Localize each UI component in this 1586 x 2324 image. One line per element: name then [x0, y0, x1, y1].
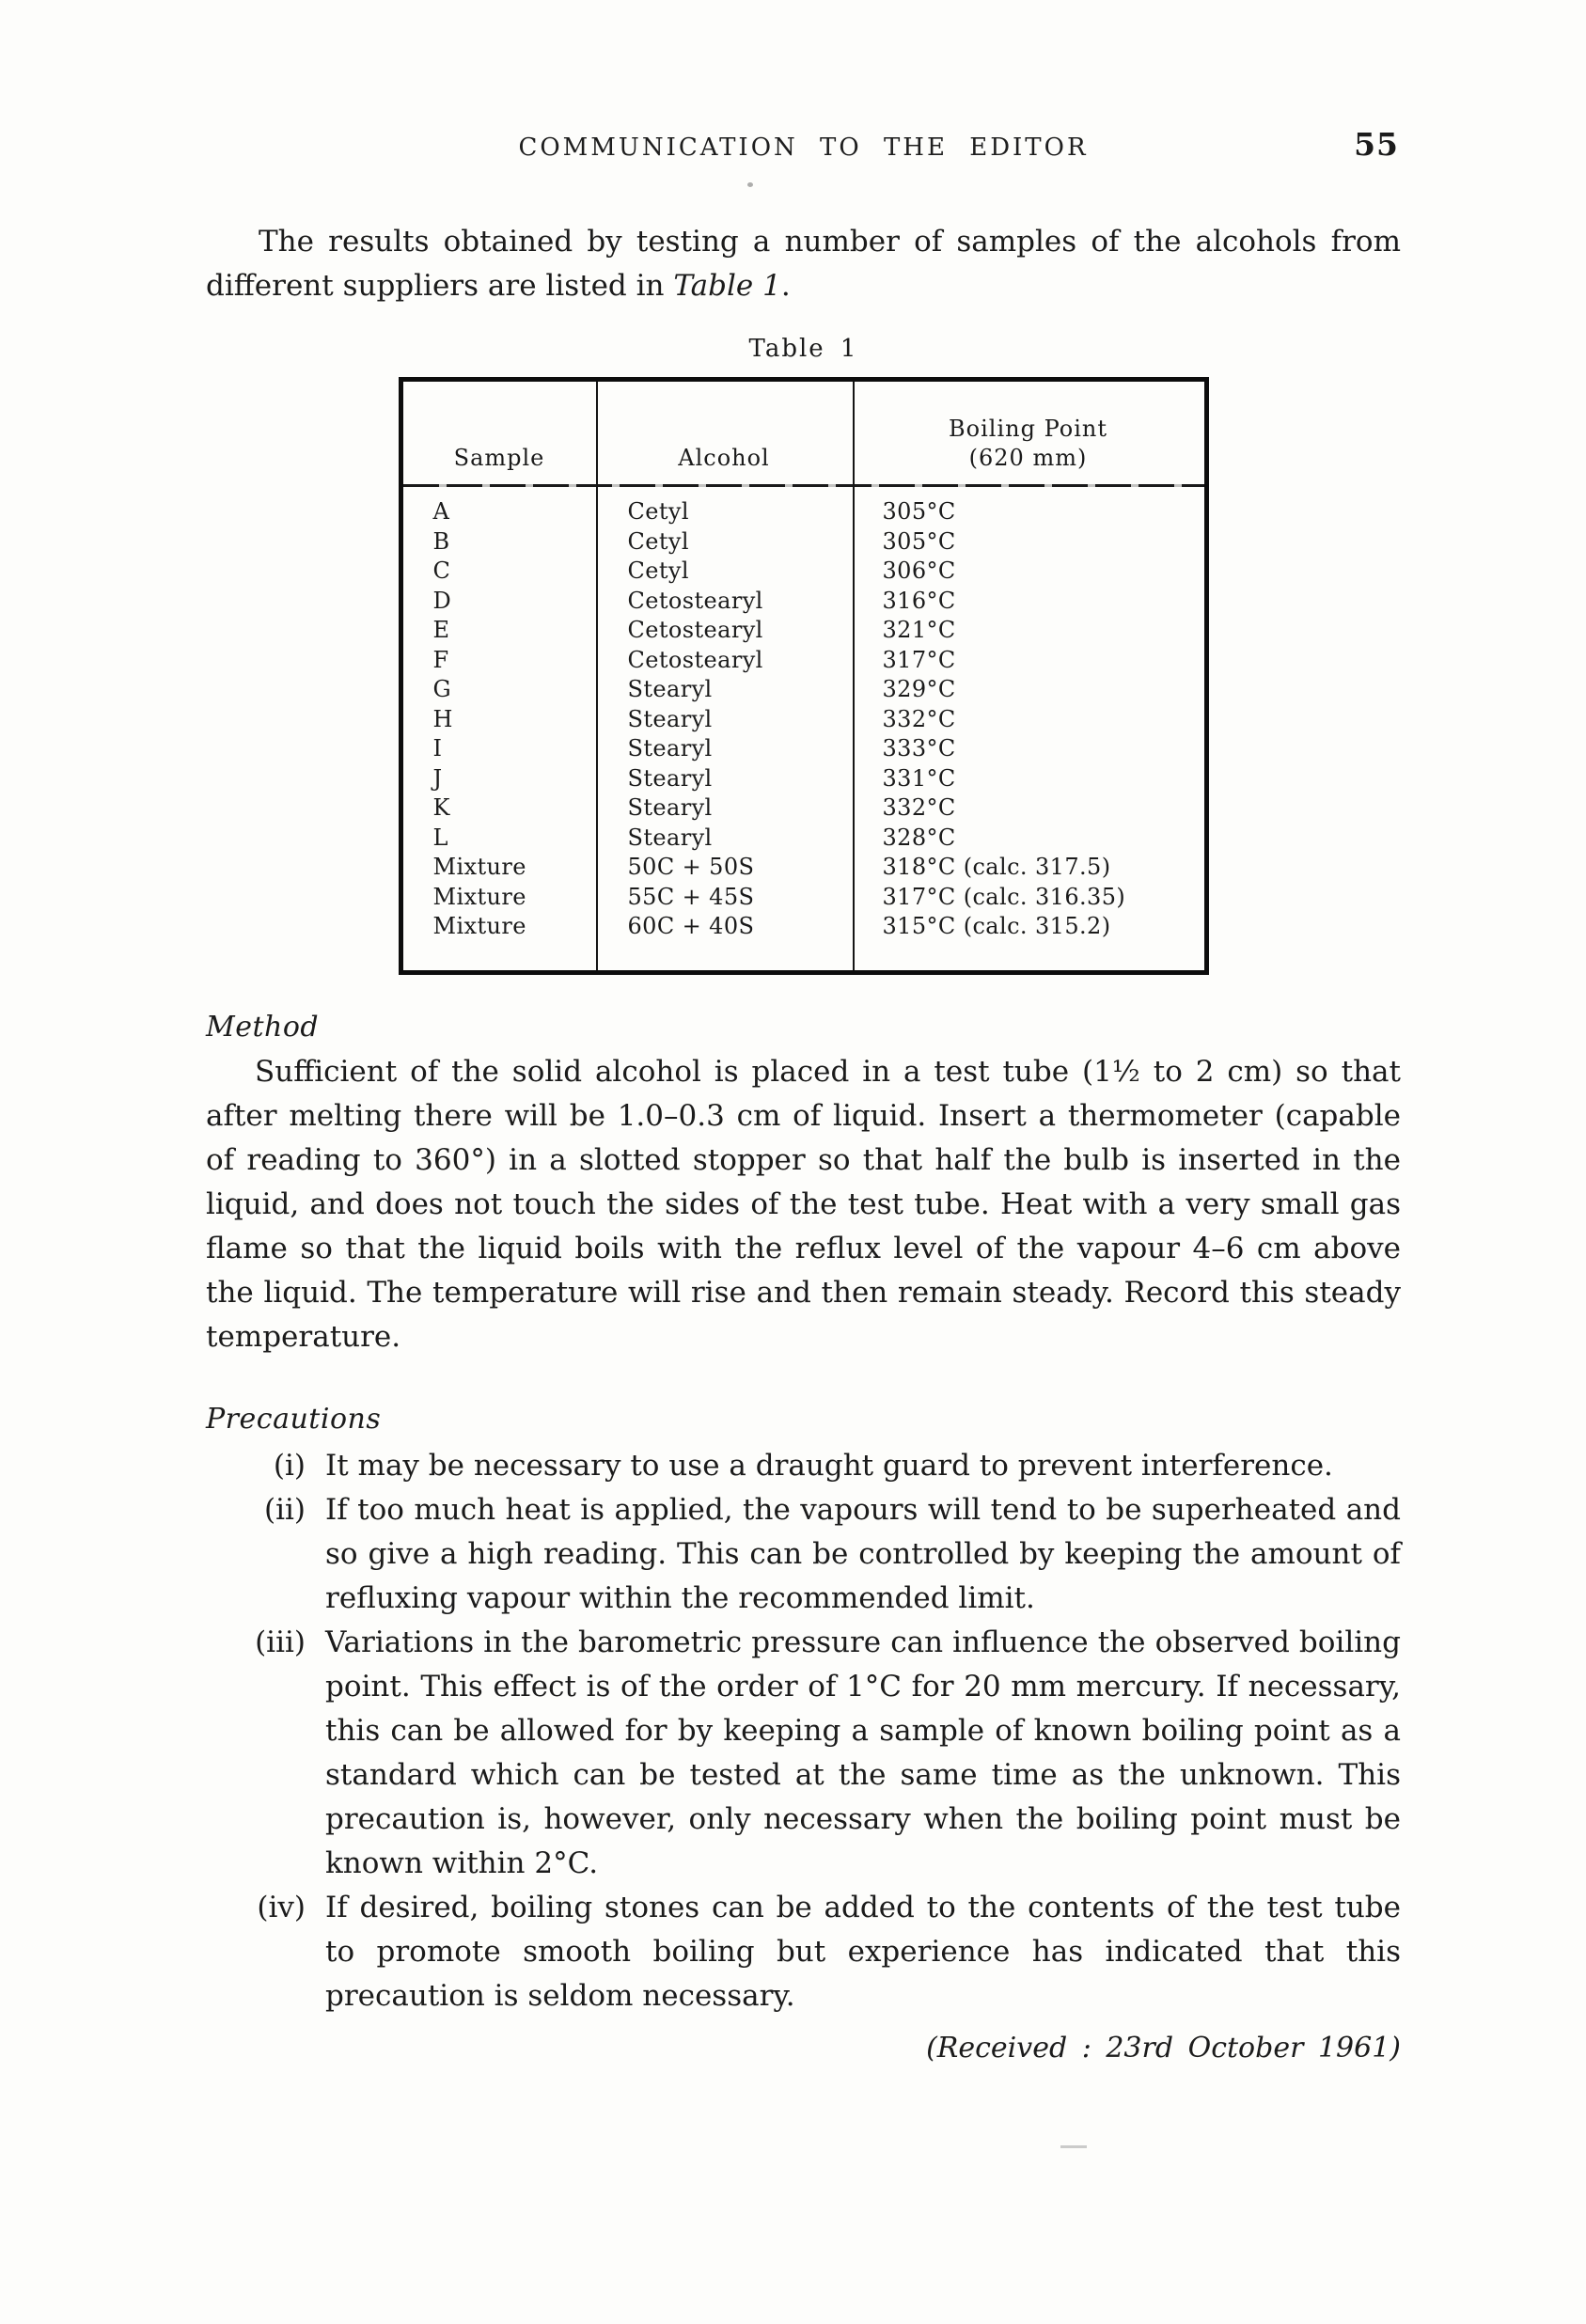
precaution-item-number: (iv) [257, 1891, 306, 1924]
cell-boiling-point: 318°C (calc. 317.5) [882, 854, 1111, 880]
cell-alcohol: Cetostearyl [627, 587, 763, 614]
page-header [206, 126, 1401, 173]
boiling-point-table [399, 377, 1209, 975]
precaution-item-number: (i) [273, 1449, 306, 1483]
cell-boiling-point: 331°C [882, 764, 956, 792]
column-header-alcohol: Alcohol [678, 445, 770, 471]
table-row [403, 734, 1204, 764]
cell-sample: H [432, 705, 453, 732]
cell-sample: F [432, 646, 449, 673]
table-reference: Table 1 [673, 269, 781, 303]
precaution-item [206, 1488, 1401, 1621]
cell-sample: B [432, 527, 450, 555]
precaution-item-text: It may be necessary to use a draught guard to prevent interference. [325, 1449, 1333, 1483]
cell-sample: A [432, 498, 450, 525]
cell-sample: E [432, 617, 450, 643]
cell-boiling-point: 306°C [882, 557, 956, 584]
table-row [403, 646, 1204, 676]
cell-boiling-point: 317°C (calc. 316.35) [882, 883, 1126, 910]
cell-boiling-point: 332°C [882, 794, 956, 821]
precautions-heading: Precautions [206, 1403, 382, 1436]
cell-alcohol: Cetyl [627, 527, 689, 555]
column-header-boiling-point [853, 415, 1204, 484]
cell-alcohol: 60C + 40S [627, 913, 755, 939]
column-header-boiling-point-line2: (620 mm) [968, 445, 1088, 471]
table-row [403, 675, 1204, 705]
table-column-divider [596, 382, 598, 970]
cell-alcohol: Stearyl [627, 764, 713, 792]
cell-boiling-point: 317°C [882, 646, 956, 673]
cell-alcohol: Stearyl [627, 705, 713, 732]
cell-alcohol: 55C + 45S [627, 883, 755, 910]
table-row [403, 587, 1204, 617]
table-row [403, 497, 1204, 527]
precaution-item-text: Variations in the barometric pressure can influence the observed boiling point. This effect is of the order of 1°C for 20 mm mercury. If necessary, this can be allowed for by keeping a sample of known boiling point as a standard which can be tested at the same time as the unknown. This precaution is, however, only necessary when the boiling point must be known within 2°C. [325, 1625, 1401, 1880]
cell-sample: C [432, 557, 451, 584]
precaution-item-number: (iii) [255, 1625, 306, 1659]
table-row [403, 764, 1204, 794]
cell-alcohol: Cetyl [627, 498, 689, 525]
method-heading: Method [206, 1011, 320, 1044]
cell-alcohol: Stearyl [627, 735, 713, 762]
table-row [403, 853, 1204, 883]
cell-alcohol: Cetostearyl [627, 617, 763, 643]
method-paragraph: Sufficient of the solid alcohol is placed in a test tube (1½ to 2 cm) so that after melting there will be 1.0–0.3 cm of liquid. Insert a thermometer (capable of reading to 360°) in a slotted stopper so that half the bulb is inserted in the liquid, and does not touch the sides of the test tube. Heat with a very small gas flame so that the liquid boils with the reflux level of the vapour 4–6 cm above the liquid. The temperature will rise and then remain steady. Record this steady temperature. [206, 1055, 1401, 1354]
precaution-item-number: (ii) [263, 1493, 306, 1527]
running-title: COMMUNICATION TO THE EDITOR [518, 133, 1089, 162]
table-header-row [403, 382, 1204, 484]
cell-sample: I [432, 735, 443, 762]
precautions-list [206, 1444, 1401, 2018]
column-header-sample: Sample [453, 445, 545, 471]
table-row [403, 705, 1204, 735]
cell-boiling-point: 329°C [882, 676, 956, 702]
table-row [403, 912, 1204, 942]
table-row [403, 883, 1204, 913]
cell-alcohol: Stearyl [627, 824, 713, 851]
intro-paragraph [206, 220, 1401, 308]
cell-boiling-point: 305°C [882, 498, 956, 525]
intro-text: The results obtained by testing a number of samples of the alcohols from different suppliers are listed in [206, 225, 1401, 303]
scan-artifact-dash [1060, 2145, 1087, 2148]
cell-alcohol: Stearyl [627, 794, 713, 821]
cell-alcohol: Cetostearyl [627, 646, 763, 673]
precaution-item-text: If too much heat is applied, the vapours will tend to be superheated and so give a high reading. This can be controlled by keeping the amount of refluxing vapour within the recommended limit. [325, 1493, 1401, 1615]
table-row [403, 557, 1204, 587]
table-column-divider [853, 382, 855, 970]
cell-alcohol: Stearyl [627, 676, 713, 702]
intro-text-end: . [780, 269, 791, 303]
precaution-item [206, 1444, 1401, 1488]
cell-boiling-point: 333°C [882, 735, 956, 762]
table-row [403, 616, 1204, 646]
precaution-item [206, 1621, 1401, 1886]
cell-boiling-point: 321°C [882, 617, 956, 643]
page-number: 55 [1354, 126, 1399, 163]
table-row [403, 824, 1204, 854]
cell-sample: J [432, 764, 443, 792]
cell-sample: Mixture [432, 854, 526, 880]
precaution-item [206, 1886, 1401, 2018]
precaution-item-text: If desired, boiling stones can be added to the contents of the test tube to promote smooth boiling but experience has indicated that this precaution is seldom necessary. [325, 1891, 1401, 2013]
cell-sample: K [432, 794, 450, 821]
cell-sample: L [432, 824, 448, 851]
table-caption: Table 1 [748, 335, 858, 363]
cell-alcohol: 50C + 50S [627, 854, 755, 880]
cell-boiling-point: 305°C [882, 527, 956, 555]
cell-boiling-point: 316°C [882, 587, 956, 614]
cell-sample: Mixture [432, 883, 526, 910]
table-row [403, 793, 1204, 824]
cell-sample: Mixture [432, 913, 526, 939]
cell-boiling-point: 315°C (calc. 315.2) [882, 913, 1111, 939]
cell-sample: D [432, 587, 452, 614]
cell-sample: G [432, 676, 452, 702]
table-row [403, 527, 1204, 557]
cell-boiling-point: 328°C [882, 824, 956, 851]
column-header-boiling-point-line1: Boiling Point [949, 416, 1107, 442]
cell-alcohol: Cetyl [627, 557, 689, 584]
received-line: (Received : 23rd October 1961) [926, 2032, 1401, 2065]
cell-boiling-point: 332°C [882, 705, 956, 732]
scan-artifact-dot [747, 182, 753, 187]
table-body [403, 487, 1204, 942]
